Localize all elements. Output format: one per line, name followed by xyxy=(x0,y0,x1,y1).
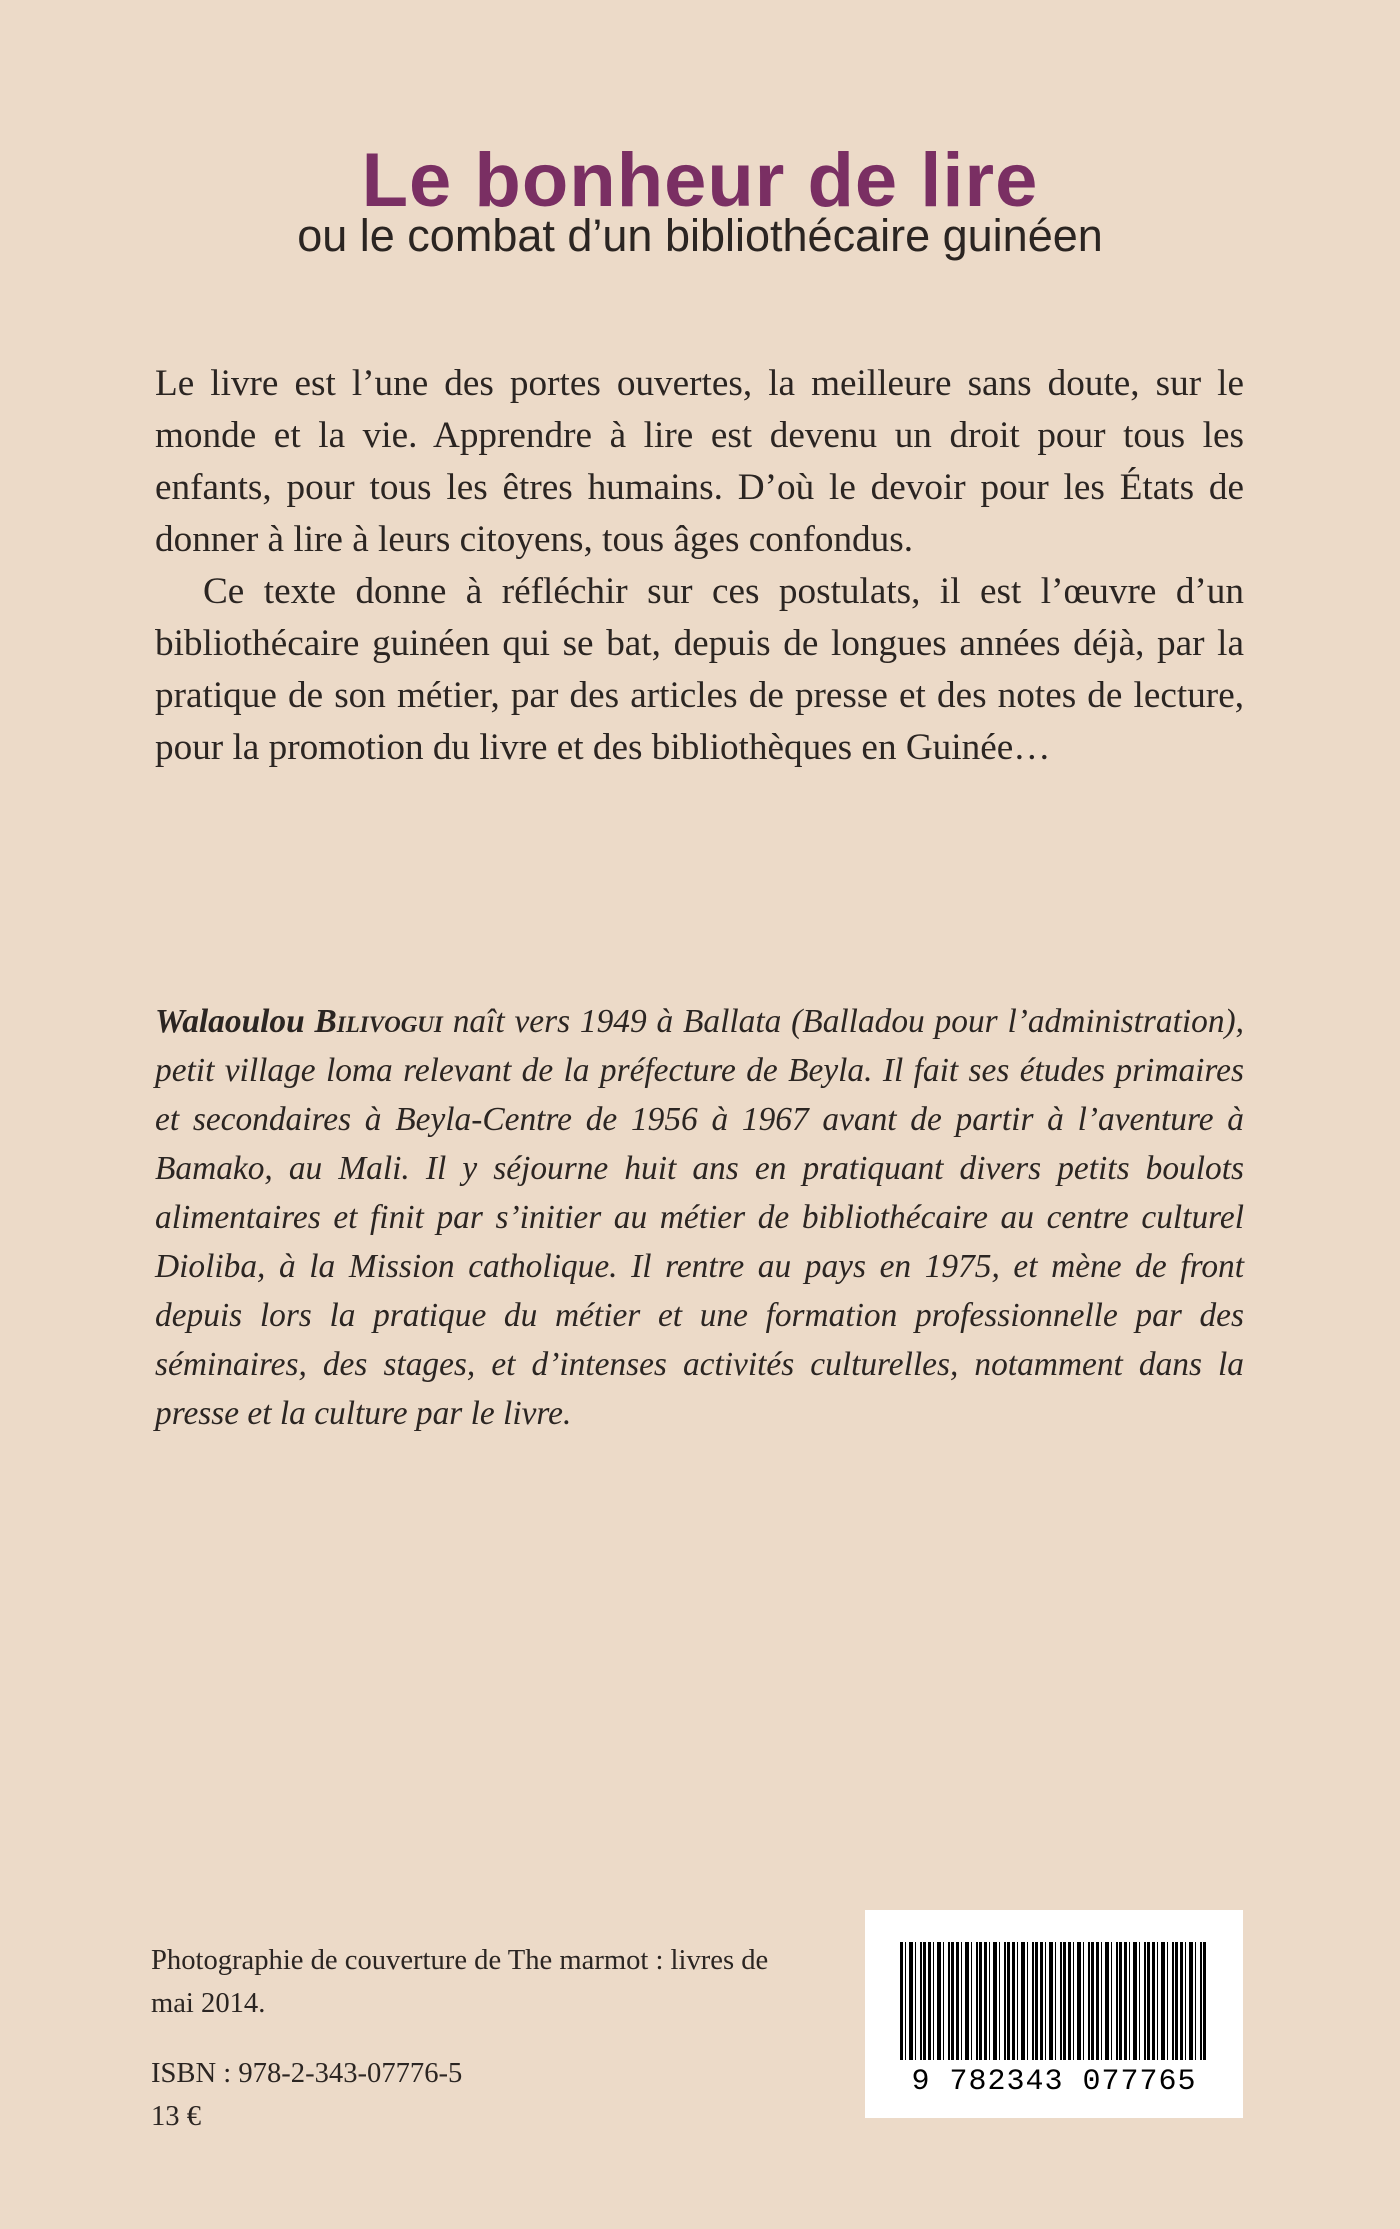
price: 13 € xyxy=(151,2101,202,2132)
book-title: Le bonheur de lire xyxy=(361,137,1039,223)
blurb-paragraph: Ce texte donne à réfléchir sur ces postulats, il est l’œuvre d’un bibliothécaire guinéen qui se bat, depuis de longues années déjà, par la pratique de son métier, par des articles de presse et des notes de lecture, pour la promotion du livre et des bibliothèques en Guinée… xyxy=(155,571,1244,768)
author-bio xyxy=(155,997,1244,1438)
isbn: ISBN : 978-2-343-07776-5 xyxy=(151,2058,463,2089)
barcode-bars xyxy=(900,1942,1208,2060)
author-bio-text: naît vers 1949 à Ballata (Balladou pour l’administration), petit village loma relevant de la préfecture de Beyla. Il fait ses études primaires et secondaires à Beyla-Centre de 1956 à 1967 avant de partir à l’aventure à Bamako, au Mali. Il y séjourne huit ans en pratiquant divers petits boulots alimentaires et finit par s’initier au métier de bibliothécaire au centre culturel Dioliba, à la Mission catholique. Il rentre au pays en 1975, et mène de front depuis lors la pratique du métier et une formation professionnelle par des séminaires, des stages, et d’intenses activités culturelles, notamment dans la presse et la culture par le livre. xyxy=(155,1003,1244,1432)
barcode-number: 9 782343 077765 xyxy=(911,2065,1197,2099)
back-cover-blurb xyxy=(155,358,1244,774)
author-last-name: Bilivogui xyxy=(314,1003,443,1040)
blurb-paragraph: Le livre est l’une des portes ouvertes, la meilleure sans doute, sur le monde et la vie. Apprendre à lire est devenu un droit pour tous les enfants, pour tous les êtres humains. D’où le devoir pour les États de donner à lire à leurs citoyens, tous âges confondus. xyxy=(155,363,1244,560)
barcode xyxy=(865,1910,1243,2118)
author-first-name: Walaoulou xyxy=(155,1003,305,1040)
photo-credit: Photographie de couverture de The marmot : livres de mai 2014. xyxy=(151,1945,769,2019)
author-name xyxy=(155,1003,443,1040)
book-subtitle: ou le combat d’un bibliothécaire guinéen xyxy=(297,210,1103,261)
